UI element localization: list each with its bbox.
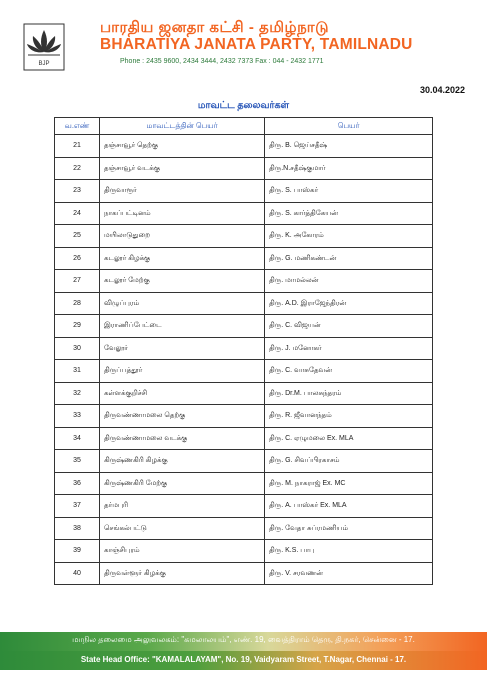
row-district-name: கிருஷ்ணகிரி கிழக்கு [100,450,265,473]
district-presidents-table [54,117,433,585]
row-district-name: தர்மபுரி [100,495,265,518]
table-row [55,337,433,360]
table-row [55,495,433,518]
column-header-serial: வ.எண் [55,118,100,135]
row-president-name: திரு. C. வாசுதேவன் [265,360,433,383]
row-district-name: நாகப்பட்டினம் [100,202,265,225]
row-president-name: திரு. V. சரவணன் [265,562,433,585]
table-row [55,517,433,540]
row-serial-number: 26 [55,247,100,270]
footer-address-english: State Head Office: "KAMALALAYAM", No. 19, Vaidyaram Street, T.Nagar, Chennai - 17. [80,655,407,664]
table-row [55,157,433,180]
row-serial-number: 37 [55,495,100,518]
table-row [55,247,433,270]
row-president-name: திரு. S. பாஸ்கர் [265,180,433,203]
row-district-name: இராணிப்பேட்டை [100,315,265,338]
row-president-name: திரு. J. மனோகர் [265,337,433,360]
table-row [55,135,433,158]
logo-text: BJP [38,61,50,67]
row-district-name: செங்கல்பட்டு [100,517,265,540]
row-serial-number: 27 [55,270,100,293]
row-president-name: திரு. K. அகோரம் [265,225,433,248]
row-serial-number: 34 [55,427,100,450]
row-president-name: திரு.N.சதீஷ்குமார் [265,157,433,180]
row-president-name: திரு. K.S. பாபு [265,540,433,563]
row-serial-number: 23 [55,180,100,203]
row-serial-number: 24 [55,202,100,225]
row-district-name: கடலூர் கிழக்கு [100,247,265,270]
row-district-name: கடலூர் மேற்கு [100,270,265,293]
row-president-name: திரு. G. சிவப்பிரகாசம் [265,450,433,473]
row-district-name: திருவண்ணாமலை வடக்கு [100,427,265,450]
bjp-lotus-logo [22,22,66,72]
row-president-name: திரு. R. ஜீவானந்தம் [265,405,433,428]
party-title-english: BHARATIYA JANATA PARTY, TAMILNADU [100,36,413,53]
row-district-name: தஞ்சாவூர் தெற்கு [100,135,265,158]
row-serial-number: 35 [55,450,100,473]
row-district-name: காஞ்சிபுரம் [100,540,265,563]
row-president-name: திரு. வேதா சுப்ரமணியம் [265,517,433,540]
table-row [55,292,433,315]
row-serial-number: 30 [55,337,100,360]
table-header-row [55,118,433,135]
table-row [55,405,433,428]
table-row [55,450,433,473]
row-serial-number: 40 [55,562,100,585]
table-row [55,427,433,450]
row-president-name: திரு. B. ஜெய்சதீஷ் [265,135,433,158]
table-row [55,562,433,585]
table-row [55,360,433,383]
table-body [55,135,433,585]
row-district-name: தஞ்சாவூர் வடக்கு [100,157,265,180]
row-district-name: கள்ளக்குறிச்சி [100,382,265,405]
table-row [55,315,433,338]
row-serial-number: 29 [55,315,100,338]
row-serial-number: 32 [55,382,100,405]
row-serial-number: 25 [55,225,100,248]
table-row [55,180,433,203]
row-district-name: திருவாரூர் [100,180,265,203]
row-district-name: திருவள்ளூர் கிழக்கு [100,562,265,585]
row-district-name: மயிலாடுதுறை [100,225,265,248]
row-serial-number: 33 [55,405,100,428]
table-row [55,472,433,495]
table-row [55,202,433,225]
row-serial-number: 21 [55,135,100,158]
row-district-name: திருப்பத்தூர் [100,360,265,383]
table-row [55,540,433,563]
table-row [55,270,433,293]
phone-fax-line: Phone : 2435 9600, 2434 3444, 2432 7373 Fax : 044 - 2432 1771 [120,58,324,65]
row-president-name: திரு. A. பாஸ்கர் Ex. MLA [265,495,433,518]
row-serial-number: 39 [55,540,100,563]
row-serial-number: 36 [55,472,100,495]
row-serial-number: 31 [55,360,100,383]
row-district-name: திருவண்ணாமலை தெற்கு [100,405,265,428]
row-serial-number: 22 [55,157,100,180]
party-title-tamil: பாரதிய ஜனதா கட்சி - தமிழ்நாடு [100,19,329,36]
row-president-name: திரு. S. கார்த்திகேயன் [265,202,433,225]
row-president-name: திரு. M. நாகராஜ் Ex. MC [265,472,433,495]
column-header-district: மாவட்டத்தின் பெயர் [100,118,265,135]
table-title: மாவட்ட தலைவர்கள் [197,100,290,111]
row-district-name: கிருஷ்ணகிரி மேற்கு [100,472,265,495]
row-president-name: திரு. C. விஜயன் [265,315,433,338]
row-president-name: திரு. G. மணிகண்டன் [265,247,433,270]
row-district-name: விழுப்புரம் [100,292,265,315]
table-row [55,225,433,248]
row-president-name: திரு. மாமல்லன் [265,270,433,293]
table-row [55,382,433,405]
row-district-name: வேலூர் [100,337,265,360]
column-header-name: பெயர் [265,118,433,135]
letterhead [0,0,487,80]
row-president-name: திரு. A.D. இராஜேந்திரன் [265,292,433,315]
row-serial-number: 38 [55,517,100,540]
row-serial-number: 28 [55,292,100,315]
document-date: 30.04.2022 [419,85,465,95]
footer-address-tamil: மாநில தலைமை அலுவலகம்: "கமலாலயம்", எண். 19, வைத்திராம் தெரு, தி.நகர், சென்னை - 17. [72,635,415,644]
row-president-name: திரு. Dr.M. பாலசுந்தரம் [265,382,433,405]
row-president-name: திரு. C. ஏழுமலை Ex. MLA [265,427,433,450]
